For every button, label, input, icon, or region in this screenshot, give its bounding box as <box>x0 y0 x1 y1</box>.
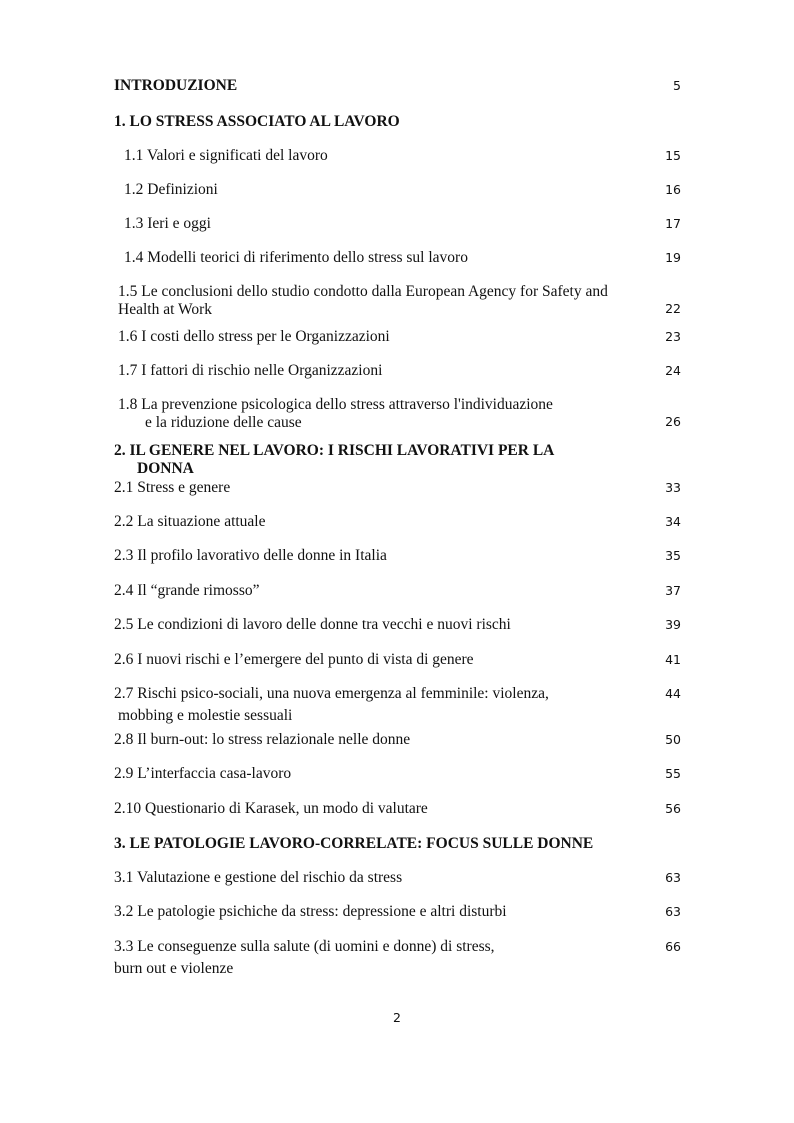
toc-chapter-2-line1: 2. IL GENERE NEL LAVORO: I RISCHI LAVORATIVI PER LA <box>114 442 555 459</box>
toc-entry-2-9-page: 55 <box>665 766 681 781</box>
toc-entry-3-3-page: 66 <box>665 939 681 954</box>
toc-entry-3-3-line1: 3.3 Le conseguenze sulla salute (di uomini e donne) di stress, <box>114 938 495 955</box>
toc-chapter-2-line2: DONNA <box>137 460 194 477</box>
toc-entry-1-5-line1: 1.5 Le conclusioni dello studio condotto dalla European Agency for Safety and <box>118 283 608 300</box>
toc-entry-1-7-page: 24 <box>665 363 681 378</box>
toc-entry-2-6-page: 41 <box>665 652 681 667</box>
toc-entry-2-10-page: 56 <box>665 801 681 816</box>
toc-entry-2-9: 2.9 L’interfaccia casa-lavoro <box>114 765 292 782</box>
toc-entry-2-3-page: 35 <box>665 548 681 563</box>
page-number: 2 <box>393 1010 401 1025</box>
toc-entry-2-7-line1: 2.7 Rischi psico-sociali, una nuova emergenza al femminile: violenza, <box>114 685 549 702</box>
toc-chapter-3-title: 3. LE PATOLOGIE LAVORO-CORRELATE: FOCUS SULLE DONNE <box>114 835 594 852</box>
toc-entry-1-3: 1.3 Ieri e oggi <box>124 215 211 232</box>
toc-entry-1-5-line2: Health at Work <box>118 301 213 318</box>
toc-entry-2-4-page: 37 <box>665 583 681 598</box>
toc-entry-2-8: 2.8 Il burn-out: lo stress relazionale nelle donne <box>114 731 411 748</box>
toc-entry-1-1: 1.1 Valori e significati del lavoro <box>124 147 328 164</box>
toc-entry-2-8-page: 50 <box>665 732 681 747</box>
toc-intro-title: INTRODUZIONE <box>114 77 238 94</box>
toc-entry-2-5: 2.5 Le condizioni di lavoro delle donne tra vecchi e nuovi rischi <box>114 616 511 633</box>
toc-entry-2-10: 2.10 Questionario di Karasek, un modo di valutare <box>114 800 428 817</box>
toc-entry-1-2: 1.2 Definizioni <box>124 181 218 198</box>
toc-entry-2-7-line2: mobbing e molestie sessuali <box>118 707 293 724</box>
toc-entry-1-5-page: 22 <box>665 301 681 316</box>
toc-entry-2-5-page: 39 <box>665 617 681 632</box>
toc-entry-1-8-page: 26 <box>665 414 681 429</box>
toc-entry-3-1-page: 63 <box>665 870 681 885</box>
toc-entry-1-3-page: 17 <box>665 216 681 231</box>
toc-entry-2-1-page: 33 <box>665 480 681 495</box>
toc-intro-page: 5 <box>673 78 681 93</box>
toc-entry-3-3-line2: burn out e violenze <box>114 960 234 977</box>
toc-entry-2-3: 2.3 Il profilo lavorativo delle donne in Italia <box>114 547 387 564</box>
toc-entry-1-4-page: 19 <box>665 250 681 265</box>
toc-entry-3-2-page: 63 <box>665 904 681 919</box>
toc-entry-1-2-page: 16 <box>665 182 681 197</box>
toc-entry-1-4: 1.4 Modelli teorici di riferimento dello stress sul lavoro <box>124 249 468 266</box>
toc-chapter-1-title: 1. LO STRESS ASSOCIATO AL LAVORO <box>114 113 400 130</box>
toc-entry-1-7: 1.7 I fattori di rischio nelle Organizzazioni <box>118 362 383 379</box>
toc-entry-1-6: 1.6 I costi dello stress per le Organizzazioni <box>118 328 390 345</box>
toc-entry-1-1-page: 15 <box>665 148 681 163</box>
toc-entry-2-7-page: 44 <box>665 686 681 701</box>
toc-entry-3-1: 3.1 Valutazione e gestione del rischio da stress <box>114 869 403 886</box>
toc-entry-2-4: 2.4 Il “grande rimosso” <box>114 582 260 599</box>
toc-entry-1-8-line2: e la riduzione delle cause <box>145 414 302 431</box>
toc-entry-2-1: 2.1 Stress e genere <box>114 479 231 496</box>
toc-entry-1-6-page: 23 <box>665 329 681 344</box>
toc-entry-2-2: 2.2 La situazione attuale <box>114 513 266 530</box>
toc-entry-2-6: 2.6 I nuovi rischi e l’emergere del punto di vista di genere <box>114 651 474 668</box>
toc-entry-1-8-line1: 1.8 La prevenzione psicologica dello stress attraverso l'individuazione <box>118 396 553 413</box>
toc-entry-2-2-page: 34 <box>665 514 681 529</box>
toc-entry-3-2: 3.2 Le patologie psichiche da stress: depressione e altri disturbi <box>114 903 507 920</box>
